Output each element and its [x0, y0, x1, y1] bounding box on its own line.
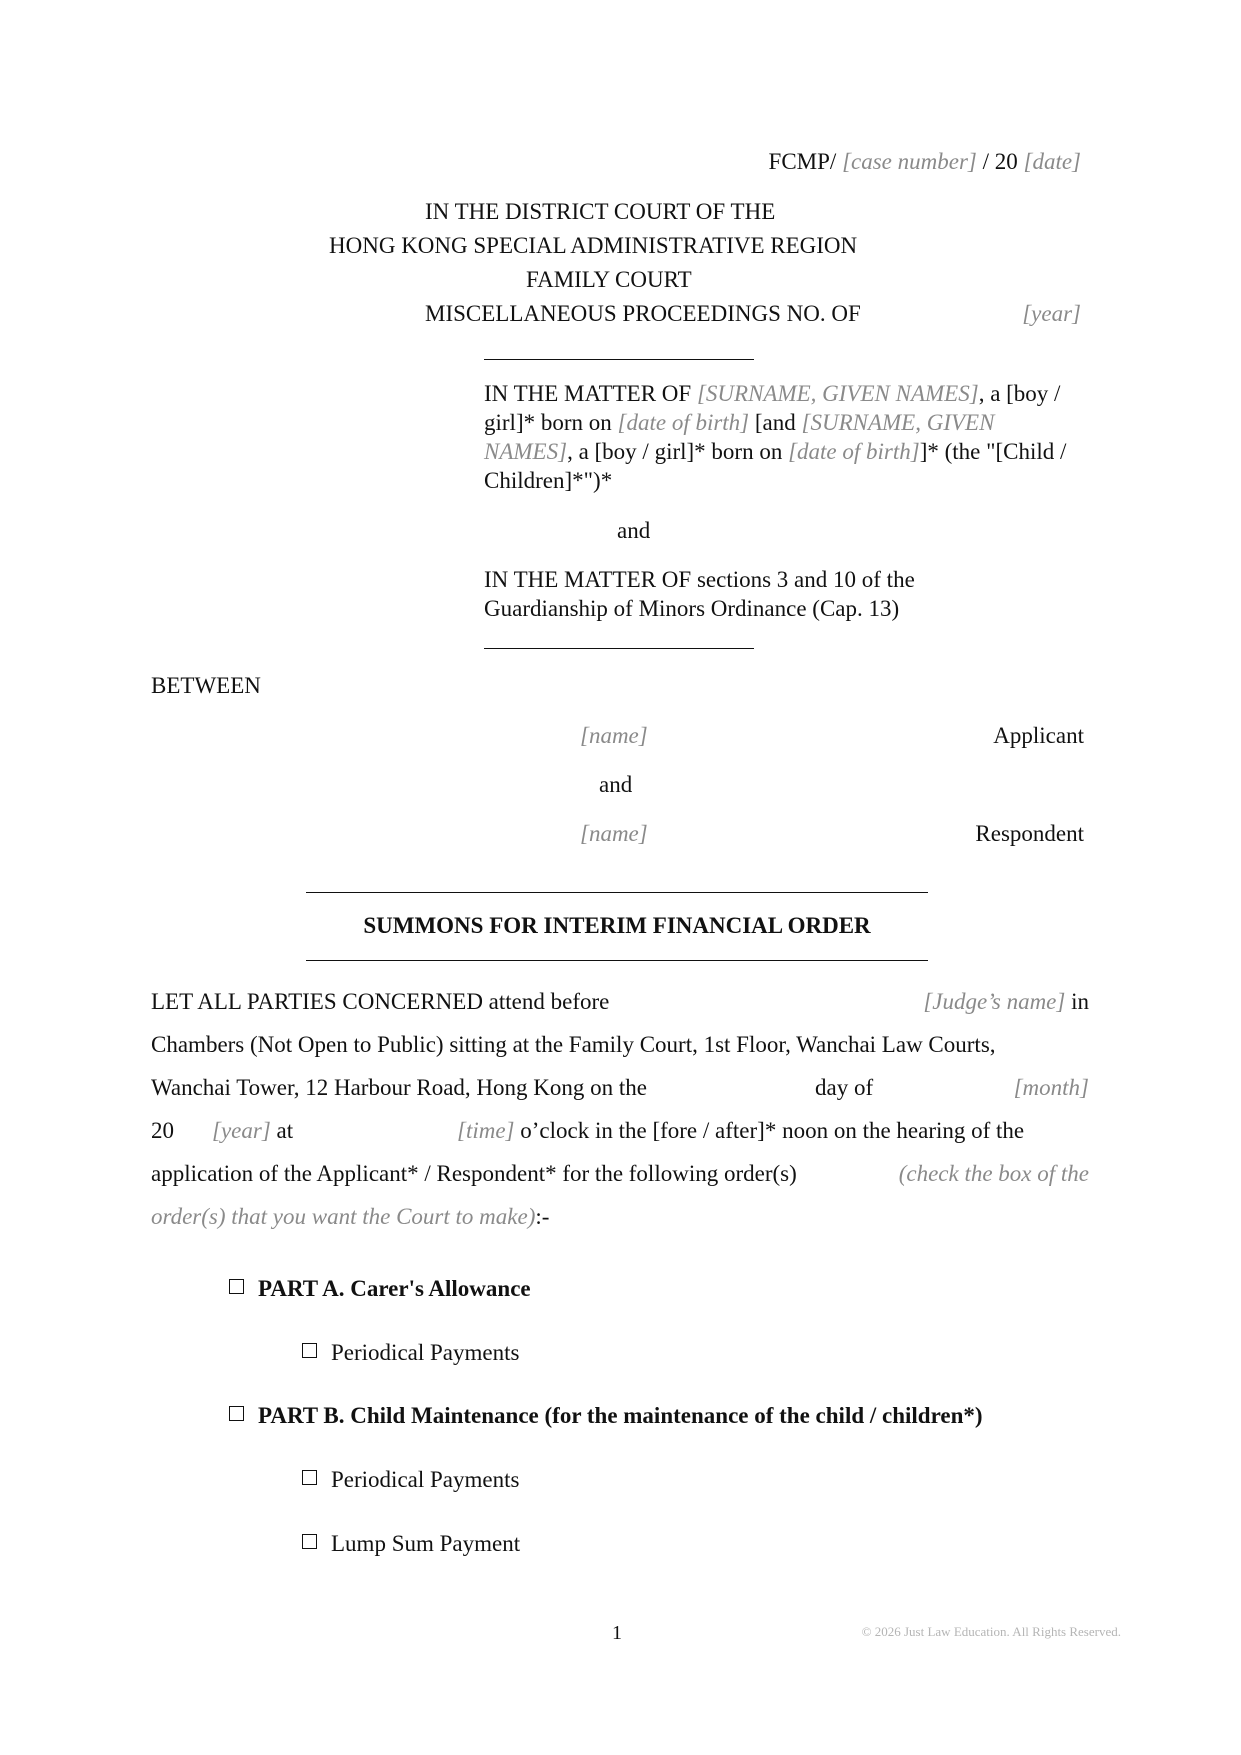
divider-1	[484, 359, 754, 360]
instruction-text: (check the box of the	[898, 1161, 1089, 1186]
applicant-name-placeholder[interactable]: [name]	[580, 723, 648, 748]
order-part-a-periodical[interactable]	[302, 1339, 519, 1368]
order-label: Lump Sum Payment	[331, 1531, 521, 1556]
child-name-placeholder[interactable]: [SURNAME, GIVEN NAMES]	[696, 381, 979, 406]
body-line-2: Chambers (Not Open to Public) sitting at the Family Court, 1st Floor, Wanchai Law Courts,	[151, 1032, 996, 1057]
body-text: o’clock in the [fore / after]* noon on the hearing of the	[520, 1118, 1025, 1143]
body-text: 20	[151, 1118, 174, 1143]
year-at-group	[212, 1117, 293, 1146]
checkbox-icon[interactable]	[302, 1470, 317, 1485]
matter-text: , a [boy / girl]* born on	[567, 439, 789, 464]
order-part-b-lump-sum[interactable]	[302, 1530, 520, 1559]
and-connector-2: and	[599, 772, 633, 797]
time-placeholder[interactable]: [time]	[457, 1118, 515, 1143]
matter-ordinance-paragraph: IN THE MATTER OF sections 3 and 10 of the Guardianship of Minors Ordinance (Cap. 13)	[484, 567, 915, 621]
body-line-6	[151, 1203, 1089, 1232]
order-label: Periodical Payments	[331, 1467, 520, 1492]
child-dob-placeholder[interactable]: [date of birth]	[617, 410, 750, 435]
checkbox-icon[interactable]	[229, 1279, 244, 1294]
case-reference	[769, 148, 1081, 177]
court-heading-line-4: MISCELLANEOUS PROCEEDINGS NO. OF	[425, 301, 861, 326]
instruction-text: order(s) that you want the Court to make)	[151, 1204, 536, 1229]
matter-text: , a [boy / girl]* born on	[484, 381, 1061, 435]
body-text: application of the Applicant* / Respondent* for the following order(s)	[151, 1161, 797, 1186]
between-label: BETWEEN	[151, 673, 261, 698]
checkbox-icon[interactable]	[229, 1406, 244, 1421]
and-connector-1: and	[617, 518, 651, 543]
case-date-placeholder[interactable]: [date]	[1023, 149, 1081, 174]
body-text: Wanchai Tower, 12 Harbour Road, Hong Kong on the	[151, 1075, 647, 1100]
respondent-role: Respondent	[975, 821, 1084, 846]
order-label: Periodical Payments	[331, 1340, 520, 1365]
checkbox-icon[interactable]	[302, 1534, 317, 1549]
page-number: 1	[612, 1622, 622, 1644]
matter-children-paragraph	[484, 379, 1074, 495]
summons-title: SUMMONS FOR INTERIM FINANCIAL ORDER	[363, 913, 871, 938]
judge-name-placeholder[interactable]: [Judge’s name]	[923, 989, 1066, 1014]
case-number-placeholder[interactable]: [case number]	[842, 149, 977, 174]
divider-2	[484, 648, 754, 649]
applicant-role: Applicant	[993, 723, 1084, 748]
court-heading-line-1: IN THE DISTRICT COURT OF THE	[425, 199, 776, 224]
body-text: LET ALL PARTIES CONCERNED attend before	[151, 989, 610, 1014]
time-group	[457, 1117, 1024, 1146]
body-line-4	[151, 1117, 1089, 1146]
body-line-5	[151, 1160, 1089, 1189]
order-label: PART A. Carer's Allowance	[258, 1276, 531, 1301]
proceedings-year-placeholder[interactable]: [year]	[1022, 301, 1081, 326]
matter-text: IN THE MATTER OF	[484, 381, 697, 406]
body-text: in	[1071, 989, 1089, 1014]
court-heading-line-2: HONG KONG SPECIAL ADMINISTRATIVE REGION	[329, 233, 858, 258]
order-part-a[interactable]	[229, 1275, 531, 1304]
order-label: PART B. Child Maintenance (for the maintenance of the child / children*)	[258, 1403, 983, 1428]
body-line-3	[151, 1074, 1089, 1103]
title-rule-bottom	[306, 960, 928, 961]
child-2-name-placeholder[interactable]: [SURNAME, GIVEN NAMES]	[484, 410, 995, 464]
copyright-notice: © 2026 Just Law Education. All Rights Reserved.	[861, 1624, 1121, 1639]
child-2-dob-placeholder[interactable]: [date of birth]	[788, 439, 920, 464]
respondent-name-placeholder[interactable]: [name]	[580, 821, 648, 846]
court-heading-line-3: FAMILY COURT	[526, 267, 692, 292]
order-part-b[interactable]	[229, 1402, 983, 1431]
matter-text: [and	[749, 410, 802, 435]
case-prefix: FCMP/	[768, 149, 837, 174]
checkbox-icon[interactable]	[302, 1343, 317, 1358]
case-year-prefix: / 20	[982, 149, 1018, 174]
month-placeholder[interactable]: [month]	[1013, 1075, 1089, 1100]
body-text: at	[276, 1118, 294, 1143]
order-part-b-periodical[interactable]	[302, 1466, 519, 1495]
hearing-year-placeholder[interactable]: [year]	[212, 1118, 271, 1143]
body-line-1	[151, 988, 1089, 1017]
body-text: day of	[815, 1075, 874, 1100]
matter-text: ]* (the "[Child / Children]*")*	[484, 439, 1067, 493]
title-rule-top	[306, 892, 928, 893]
body-text: :-	[535, 1204, 550, 1229]
